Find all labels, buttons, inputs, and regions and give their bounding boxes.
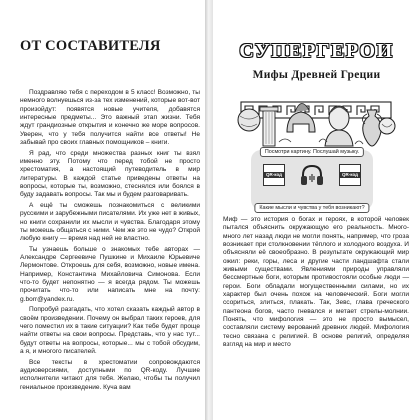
chapter-subtitle: Мифы Древней Греции: [252, 69, 381, 81]
headphones-icon: [299, 162, 325, 188]
media-question-label: Какие мысли и чувства у тебя возникают?: [254, 203, 369, 213]
qr-code-label: QR-код: [263, 172, 285, 178]
right-page: [213, 0, 420, 420]
myth-article-text: [223, 216, 409, 350]
left-page: [0, 0, 205, 420]
paragraph: Все тексты в хрестоматии сопровождаются аудиоверсиями, доступными по QR-коду. Лучшие исполнители читают для тебя. Желаю, чтобы ты получил гениальное произведение. Куча вам: [20, 358, 200, 391]
media-panel: [251, 150, 373, 210]
paragraph: Поздравляю тебя с переходом в 5 класс! Возможно, ты немного волнуешься из-за тех изменений, которые вот-вот произойдут: появятся новые учителя, добавятся интересные предметы... Это важный этап жизни. Тебя ждут грандиозные открытия и конечно же море вопросов. Уверен, что у тебя получится найти все ответы! Не забывай про своих главных помощников – книги.: [20, 89, 200, 147]
qr-code-painting[interactable]: [263, 164, 285, 186]
paragraph: Попробуй разгадать, что хотел сказать каждый автор в своём произведении. Почему он выбрал таких героев, для чего поместил их в такие ситуации? Как тебе будет проще найти ответы на свои вопросы. Представь, что у нас тут... будут ответы на вопросы, которые... мы с тобой обсудим, а я, и многого писателей.: [20, 306, 200, 356]
chapter-title: СУПЕРГЕРОИ: [239, 40, 394, 62]
media-instruction-label: Посмотри картину. Послушай музыку.: [260, 147, 364, 157]
foreword-text: [20, 89, 200, 394]
paragraph: Я рад, что среди множества разных книг ты взял именно эту. Потому что перед тобой не просто хрестоматия, а настоящий путеводитель в мир литературы. В каждой статье приведены ответы на вопросы, которые ты, возможно, стеснялся или боялся в буду задавать вопросы. Так мы и будем разговаривать.: [20, 149, 200, 199]
paragraph: Ты узнаешь больше о знакомых тебе авторах — Александре Сергеевиче Пушкине и Михаиле Юрьевиче Лермонтове. Откроешь для себя, возможно, новые имена. Например, Константина Михайловича Симонова. Если что-то будет непонятно — я всегда рядом. Ты можешь прочитать что-то или написать мне на почту: g.borr@yandex.ru.: [20, 245, 200, 303]
paragraph: Миф — это история о богах и героях, в которой человек пытался объяснить окружающую его реальность. Много-много лет назад люди не могли понять, например, что гроза возникает при столкновении тёплого и холодного воздуха. И объясняли её своеобразно. В результате окружающий мир ожил: реки, горы, леса и другие части ландшафта стали живыми существами. Явлениями природы управляли бессмертные боги, которым противостояли особые люди — герои. Боги обладали могущественными силами, но их характер был очень похож на человеческий. Боги могли ссориться, злиться, плакать. Так, Зевс, глава греческого пантеона богов, часто гневался и метает стрелы-молнии. Понять, что мифология — это не просто вымысел, составляли систему верований древних людей. Мифология тесно связана с религией. В основе религий, определяя взгляд на мир и место: [223, 216, 409, 349]
page-title: ОТ СОСТАВИТЕЛЯ: [20, 38, 161, 54]
greek-ornament-illustration: [235, 88, 397, 150]
paragraph: А ещё ты сможешь познакомиться с великими русскими и зарубежными писателями. Их уже нет в живых, но книги сохранили их мысли и чувства. Благодаря этому ты можешь общаться с ними. Чем же это не чудо? Открой любую книгу — время над ней не властно.: [20, 201, 200, 243]
qr-code-label: QR-код: [339, 172, 361, 178]
book-gutter: [205, 0, 213, 420]
qr-code-music[interactable]: [339, 164, 361, 186]
